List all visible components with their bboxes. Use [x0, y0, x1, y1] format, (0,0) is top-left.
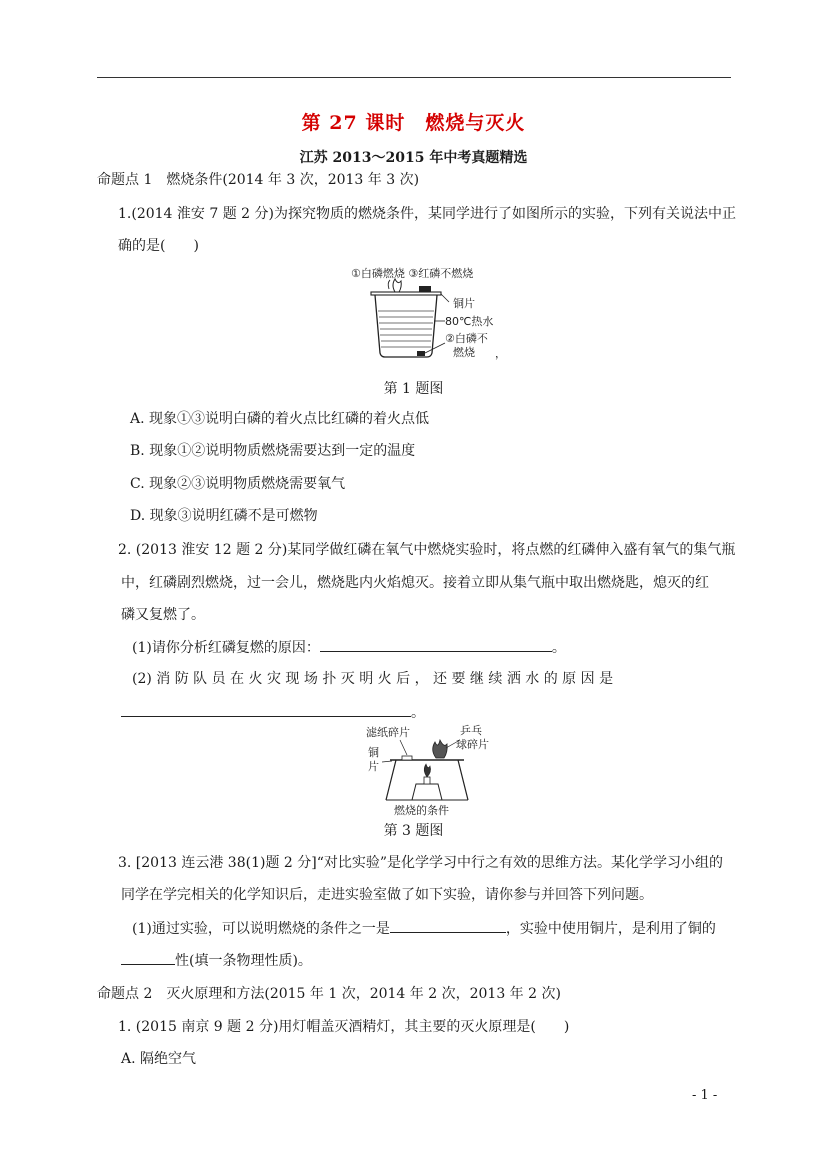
figure-3-label-bottom: 燃烧的条件 — [394, 804, 449, 817]
q2-sub2-suffix: 。 — [411, 705, 425, 721]
q3-stem-line2: 同学在学完相关的化学知识后，走进实验室做了如下实验，请你参与并回答下列问题。 — [121, 887, 653, 903]
q2-sub1-answer-blank[interactable] — [320, 638, 552, 652]
q2-stem-line2: 中，红磷剧烈燃烧，过一会儿，燃烧匙内火焰熄灭。接着立即从集气瓶中取出燃烧匙，熄灭的红 — [121, 575, 709, 591]
figure-1-label-water: 80℃热水 — [445, 315, 494, 328]
q2-stem-line1: 2. (2013 淮安 12 题 2 分)某同学做红磷在氧气中燃烧实验时，将点燃的红磷伸入盛有氧气的集气瓶 — [118, 542, 736, 558]
q2-sub1 — [132, 638, 566, 657]
q3-sub1-middle: ，实验中使用铜片，是利用了铜的 — [505, 921, 716, 937]
figure-1-label-copper: 铜片 — [453, 297, 475, 310]
q1-option-b: B. 现象①②说明物质燃烧需要达到一定的温度 — [130, 443, 416, 459]
figure-3-label-copper2: 片 — [368, 760, 379, 773]
figure-1-label-top: ①白磷燃烧 ③红磷不燃烧 — [351, 267, 474, 280]
q3-sub1-answer-blank-1[interactable] — [390, 919, 506, 933]
q2-sub1-suffix: 。 — [551, 640, 566, 656]
q1-option-d: D. 现象③说明红磷不是可燃物 — [130, 508, 318, 524]
page-subtitle: 江苏 2013～2015 年中考真题精选 — [299, 150, 528, 166]
figure-3-label-filter: 滤纸碎片 — [366, 726, 410, 739]
q1-stem-line1: 1.(2014 淮安 7 题 2 分)为探究物质的燃烧条件，某同学进行了如图所示的实验，下列有关说法中正 — [118, 206, 736, 222]
q3-sub1 — [132, 919, 716, 938]
q1-option-a: A. 现象①③说明白磷的着火点比红磷的着火点低 — [130, 411, 430, 427]
q2-sub2-line2 — [121, 703, 425, 722]
q3-stem-line1: 3. [2013 连云港 38(1)题 2 分]“对比实验”是化学学习中行之有效的思维方法。某化学学习小组的 — [118, 855, 724, 871]
q3-sub1-line2-suffix: 性(填一条物理性质)。 — [175, 953, 312, 969]
figure-3-label-pingpong1: 乒乓 — [460, 724, 482, 737]
figure-1-beaker-diagram — [345, 265, 515, 365]
q3-sub1-line2 — [121, 951, 312, 970]
section-heading-2: 命题点 2 灭火原理和方法(2015 年 1 次，2014 年 2 次，2013 年 2 次) — [97, 986, 561, 1002]
page-title: 第 27 课时 燃烧与灭火 — [301, 112, 526, 134]
q2-sub2-text: (2) 消 防 队 员 在 火 灾 现 场 扑 灭 明 火 后 ， 还 要 继 续 洒 水 的 原 因 是 — [132, 671, 614, 687]
q1-option-c: C. 现象②③说明物质燃烧需要氧气 — [130, 476, 346, 492]
page-number: - 1 - — [692, 1088, 718, 1103]
p2-q1-stem: 1. (2015 南京 9 题 2 分)用灯帽盖灭酒精灯，其主要的灭火原理是( ) — [118, 1019, 570, 1035]
figure-1-comma: ， — [495, 347, 506, 360]
header-rule — [97, 77, 731, 78]
figure-3-label-copper1: 铜 — [368, 746, 379, 759]
section-heading-1: 命题点 1 燃烧条件(2014 年 3 次，2013 年 3 次) — [97, 172, 420, 188]
q2-stem-line3: 磷又复燃了。 — [121, 607, 205, 623]
q2-sub1-prefix: (1)请你分析红磷复燃的原因： — [132, 640, 320, 656]
figure-1-label-bottom2: 燃烧 — [453, 346, 475, 359]
figure-1-label-bottom1: ②白磷不 — [445, 332, 488, 345]
figure-3-caption: 第 3 题图 — [383, 823, 444, 839]
q3-sub1-answer-blank-2[interactable] — [121, 951, 175, 965]
figure-1-caption: 第 1 题图 — [383, 381, 444, 397]
q3-sub1-prefix: (1)通过实验，可以说明燃烧的条件之一是 — [132, 921, 390, 937]
p2-q1-option-a: A. 隔绝空气 — [121, 1051, 197, 1067]
figure-3-combustion-diagram — [360, 722, 500, 818]
q2-sub2-answer-blank[interactable] — [121, 703, 411, 717]
figure-3-label-pingpong2: 球碎片 — [456, 738, 489, 751]
q1-stem-line2: 确的是( ) — [118, 238, 199, 254]
